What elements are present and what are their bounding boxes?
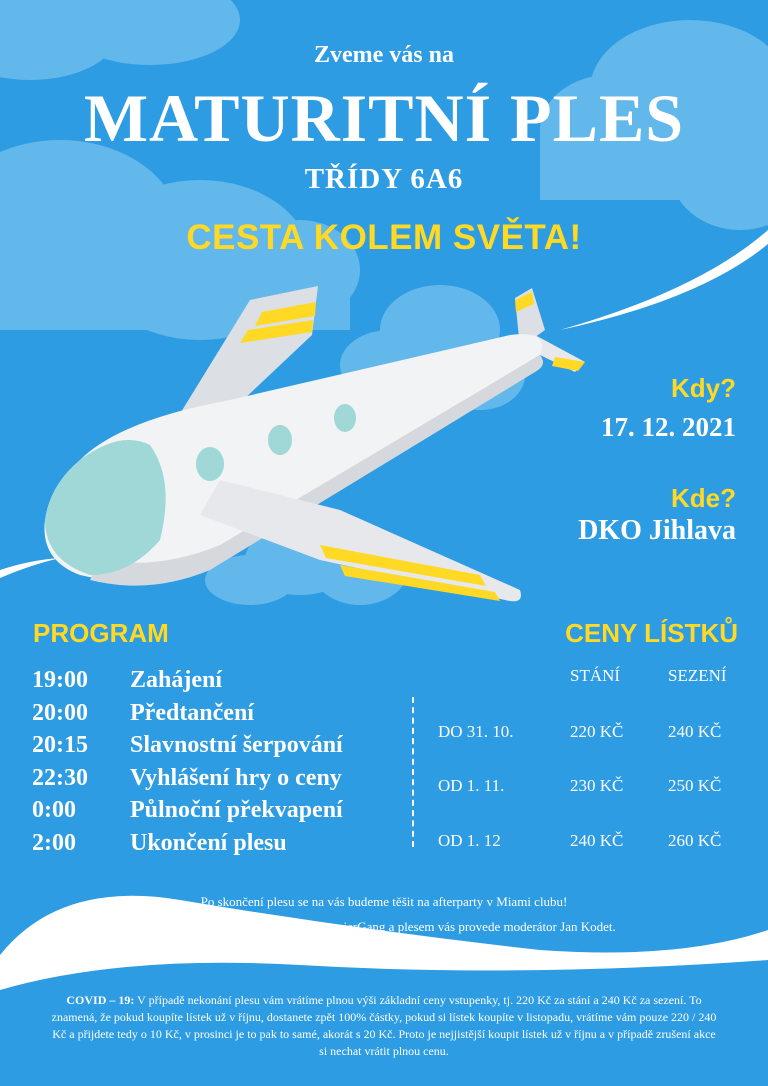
column-header-standing: STÁNÍ: [570, 666, 621, 685]
program-item: [32, 697, 343, 730]
ticket-period: OD 1. 12: [438, 831, 501, 850]
program-label: Zahájení: [130, 667, 223, 693]
program-time: 19:00: [32, 667, 88, 693]
program-item: [32, 794, 343, 827]
program-list: [32, 664, 343, 859]
price-seated: 260 KČ: [668, 831, 722, 850]
program-item: [32, 762, 343, 795]
program-label: Půlnoční překvapení: [130, 797, 343, 823]
event-theme: CESTA KOLEM SVĚTA!: [186, 218, 582, 257]
ticket-period: OD 1. 11.: [438, 776, 505, 795]
tickets-heading: CENY LÍSTKŮ: [565, 618, 738, 648]
swoosh-line: [0, 558, 60, 578]
program-time: 2:00: [32, 829, 76, 856]
price-seated: 240 KČ: [668, 722, 722, 741]
intro-text: Zveme vás na: [314, 42, 454, 68]
afterparty-note: Po skončení plesu se na vás budeme těšit na afterparty v Miami clubu!: [200, 894, 568, 909]
program-label: Vyhlášení hry o ceny: [130, 764, 342, 791]
program-label: Slavnostní šerpování: [130, 732, 343, 758]
program-label: Ukončení plesu: [130, 829, 287, 856]
airplane-illustration: [44, 286, 585, 601]
program-time: 22:30: [32, 764, 88, 791]
dashed-divider: [412, 697, 414, 847]
price-standing: 230 KČ: [570, 776, 624, 795]
page-title: MATURITNÍ PLES: [83, 80, 685, 156]
program-item: [32, 729, 343, 762]
price-standing: 240 KČ: [570, 831, 624, 850]
column-header-seated: SEZENÍ: [668, 666, 727, 685]
class-name: TŘÍDY 6A6: [304, 163, 464, 195]
band-note: K tanci a poslechu hraje kapela SpazierGang a plesem vás provede moderátor Jan Kodet.: [152, 919, 616, 934]
program-heading: PROGRAM: [33, 618, 169, 648]
covid-label: COVID – 19:: [66, 993, 135, 1007]
program-time: 20:15: [32, 732, 88, 758]
price-standing: 220 KČ: [570, 722, 624, 741]
ticket-period: DO 31. 10.: [438, 722, 514, 741]
event-venue: DKO Jihlava: [578, 515, 736, 546]
covid-notice: [50, 992, 718, 1060]
program-item: [32, 664, 343, 697]
covid-text: V případě nekonání plesu vám vrátíme plnou výši základní ceny vstupenky, tj. 220 Kč za stání a 240 Kč za sezení. To znamená, že pokud koupíte lístek už v říjnu, dostanete zpět 100% částky, pokud si lístek koupíte v listopadu, vrátíme vám pouze 220 / 240 Kč a přijdete tedy o 10 Kč, v prosinci je to pak to samé, akorát s 20 Kč. Proto je nejjistější koupit lístek už v říjnu a v případě zrušení akce si nechat vrátit plnou cenu.: [51, 993, 717, 1058]
where-label: Kde?: [671, 483, 736, 513]
program-time: 0:00: [32, 797, 76, 823]
when-label: Kdy?: [671, 373, 736, 403]
program-time: 20:00: [32, 699, 88, 726]
program-item: [32, 827, 343, 860]
program-label: Předtančení: [130, 699, 254, 726]
event-date: 17. 12. 2021: [601, 412, 736, 442]
price-seated: 250 KČ: [668, 776, 722, 795]
